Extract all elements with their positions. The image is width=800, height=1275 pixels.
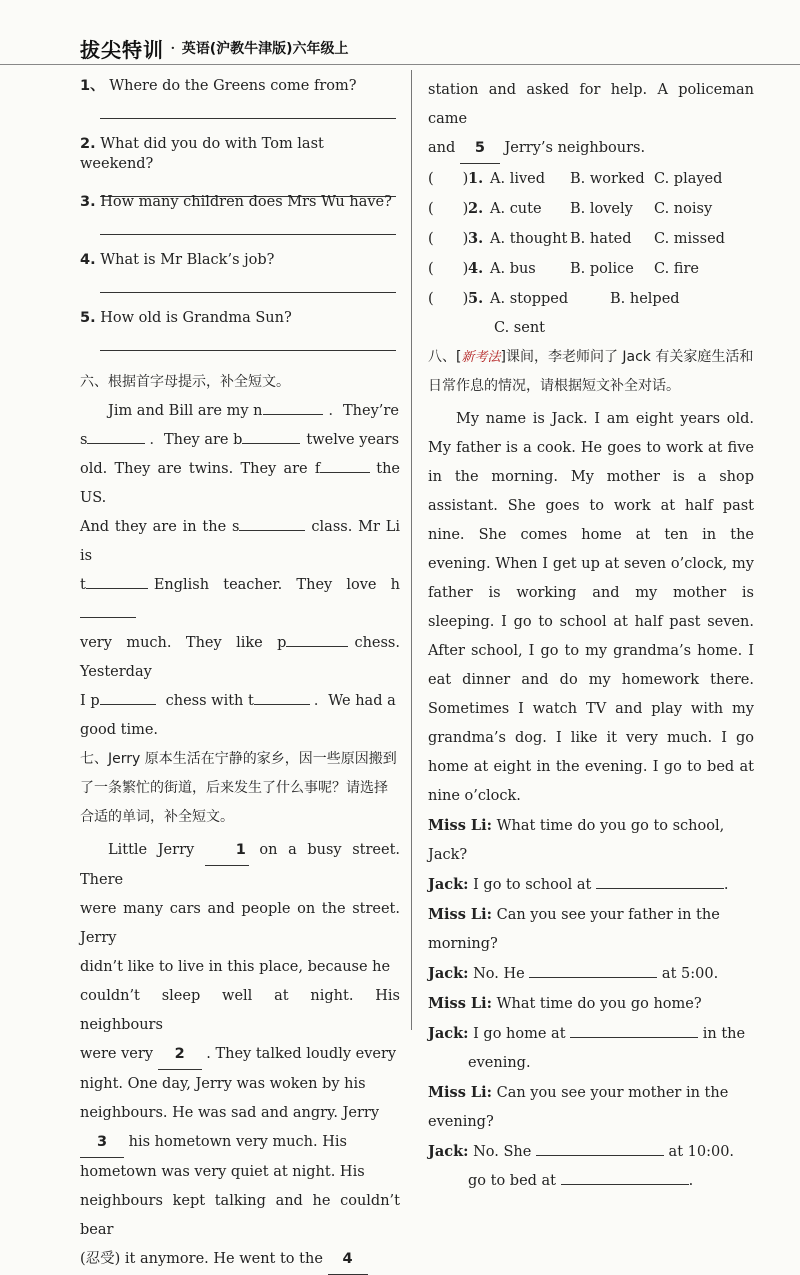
section-8-title: 八、[新考法]课间，李老师问了 Jack 有关家庭生活和日常作息的情况，请根据短文补全对话。 bbox=[428, 349, 754, 394]
brand-title: 拔尖特训 bbox=[80, 37, 164, 62]
blank[interactable] bbox=[242, 443, 300, 444]
dialogue-line: Miss Li: Can you see your mother in the evening? bbox=[428, 1084, 729, 1130]
section-6-title: 六、根据首字母提示，补全短文。 bbox=[80, 374, 290, 390]
dialogue-line-cont: go to bed at . bbox=[468, 1173, 694, 1189]
answer-paren[interactable]: ( ) bbox=[428, 231, 469, 247]
column-divider bbox=[411, 70, 412, 1030]
section-7-passage: Little Jerry 1 on a busy street. There were many cars and people on the street. Jerry didn’t like to live in this place, because he couldn’t sleep well at night. His neighbours were very 2 . They talked loudly every night. One day, Jerry was woken by his neighbours. He was sad and angry. Jerry 3 his hometown very much. His hometown was very quiet at night. His neighbours kept talking and he couldn’t bear (忍受) it anymore. He went to the 4 bbox=[80, 836, 400, 1275]
option-row: ( )5. A. stopped B. helped bbox=[428, 284, 754, 314]
blank[interactable] bbox=[570, 1037, 698, 1038]
section-7-passage-cont: station and asked for help. A policeman came and 5 Jerry’s neighbours. bbox=[428, 76, 754, 164]
option-row: ( )2. A. cute B. lovely C. noisy bbox=[428, 194, 754, 224]
dialogue bbox=[428, 811, 754, 1196]
blank[interactable] bbox=[263, 414, 323, 415]
header-separator: · bbox=[170, 37, 176, 59]
dialogue-line-cont: evening. bbox=[468, 1055, 531, 1071]
blank[interactable] bbox=[87, 443, 145, 444]
right-column bbox=[428, 76, 754, 1196]
dialogue-line: Miss Li: Can you see your father in the morning? bbox=[428, 906, 720, 952]
answer-line[interactable] bbox=[100, 234, 396, 235]
blank[interactable] bbox=[286, 646, 348, 647]
question-1: 1、 Where do the Greens come from? bbox=[80, 76, 400, 134]
dialogue-line: Jack: No. She at 10:00. bbox=[428, 1143, 735, 1160]
answer-paren[interactable]: ( ) bbox=[428, 261, 469, 277]
new-method-tag: 新考法 bbox=[461, 350, 501, 365]
blank[interactable] bbox=[254, 704, 310, 705]
blank[interactable] bbox=[320, 472, 370, 473]
left-column bbox=[80, 76, 400, 1275]
option-row: ( )4. A. bus B. police C. fire bbox=[428, 254, 754, 284]
option-row: ( )3. A. thought B. hated C. missed bbox=[428, 224, 754, 254]
option-row-cont: C. sent bbox=[494, 320, 545, 336]
blank[interactable] bbox=[561, 1184, 689, 1185]
blank[interactable] bbox=[529, 977, 657, 978]
question-2: 2. What did you do with Tom last weekend? bbox=[80, 134, 400, 192]
numbered-blank[interactable]: 5 bbox=[460, 134, 500, 164]
numbered-blank[interactable]: 1 bbox=[205, 836, 249, 866]
answer-paren[interactable]: ( ) bbox=[428, 291, 469, 307]
question-4: 4. What is Mr Black’s job? bbox=[80, 250, 400, 308]
header-rule bbox=[0, 64, 800, 65]
blank[interactable] bbox=[536, 1155, 664, 1156]
dialogue-line: Jack: I go to school at . bbox=[428, 876, 729, 893]
section-6-passage: Jim and Bill are my n ．They’re s ．They are b twelve years old. They are twins. They are f the US. And they are in the s class. Mr Li is t English teacher. They love h very much. They like p chess. Yesterday I p chess with t ．We had a good time. bbox=[80, 403, 400, 738]
question-5: 5. How old is Grandma Sun? bbox=[80, 308, 400, 366]
dialogue-line: Jack: I go home at in the bbox=[428, 1025, 746, 1042]
book-title: 英语(沪教牛津版)六年级上 bbox=[181, 41, 349, 57]
answer-line[interactable] bbox=[100, 350, 396, 351]
answer-paren[interactable]: ( ) bbox=[428, 201, 469, 217]
dialogue-line: Jack: No. He at 5:00. bbox=[428, 965, 719, 982]
dialogue-line: Miss Li: What time do you go to school, Jack? bbox=[428, 817, 725, 863]
numbered-blank[interactable]: 3 bbox=[80, 1128, 124, 1158]
section-8-passage: My name is Jack. I am eight years old. My father is a cook. He goes to work at five in the morning. My mother is a shop assistant. She goes to work at half past nine. She comes home at ten in the evening. When I get up at seven o’clock, my father is working and my mother is sleeping. I go to school at half past seven. After school, I go to my grandma’s home. I eat dinner and do my homework there. Sometimes I watch TV and play with my grandma’s dog. I like it very much. I go home at eight in the evening. I go to bed at nine o’clock. bbox=[428, 411, 754, 804]
numbered-blank[interactable]: 2 bbox=[158, 1040, 202, 1070]
blank[interactable] bbox=[596, 888, 724, 889]
blank[interactable] bbox=[100, 704, 156, 705]
page-header bbox=[80, 28, 349, 68]
question-3: 3. How many children does Mrs Wu have? bbox=[80, 192, 400, 250]
answer-paren[interactable]: ( ) bbox=[428, 171, 469, 187]
option-row: ( )1. A. lived B. worked C. played bbox=[428, 164, 754, 194]
dialogue-line: Miss Li: What time do you go home? bbox=[428, 995, 702, 1012]
answer-line[interactable] bbox=[100, 118, 396, 119]
section-7-title: 七、Jerry 原本生活在宁静的家乡，因一些原因搬到了一条繁忙的街道，后来发生了什么事呢？请选择合适的单词，补全短文。 bbox=[80, 751, 397, 825]
numbered-blank[interactable]: 4 bbox=[328, 1245, 368, 1275]
answer-line[interactable] bbox=[100, 292, 396, 293]
blank[interactable] bbox=[239, 530, 305, 531]
blank[interactable] bbox=[86, 588, 148, 589]
option-list bbox=[428, 164, 754, 343]
blank[interactable] bbox=[80, 617, 136, 618]
